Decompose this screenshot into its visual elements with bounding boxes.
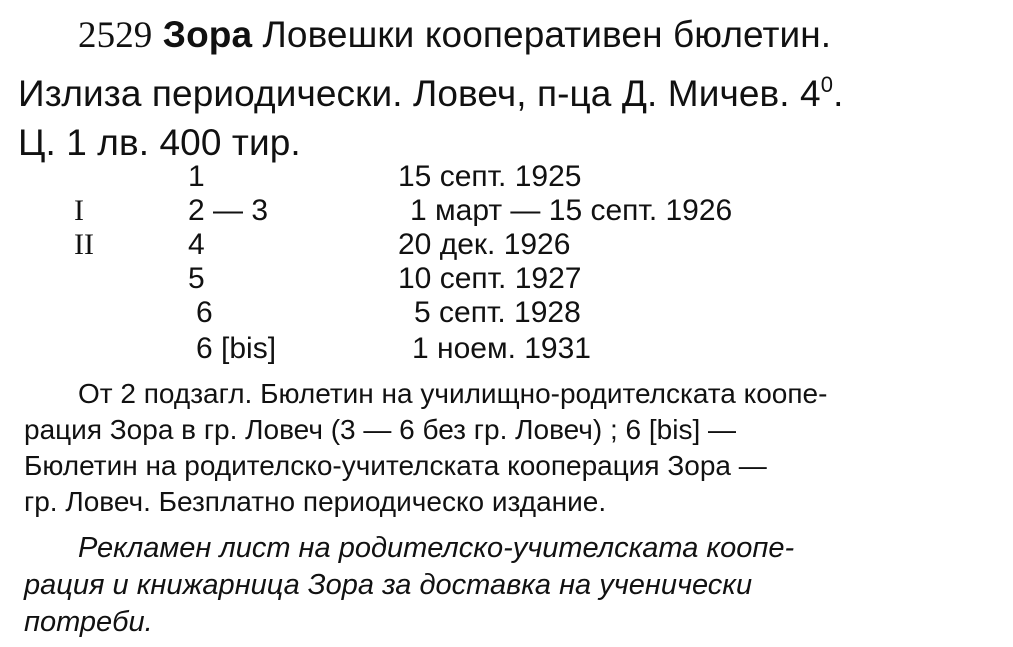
entry-title: Зора bbox=[162, 14, 253, 55]
issue-volume: II bbox=[74, 228, 94, 261]
issue-date: 5 септ. 1928 bbox=[414, 296, 581, 329]
issue-date: 20 дек. 1926 bbox=[398, 228, 571, 261]
issue-row bbox=[0, 296, 1013, 330]
description-line: потреби. bbox=[24, 606, 153, 638]
entry-header bbox=[18, 10, 998, 167]
issues-table bbox=[0, 160, 1013, 370]
format-superscript: 0 bbox=[820, 72, 834, 97]
description-paragraph bbox=[24, 530, 1004, 641]
issue-number: 5 bbox=[188, 262, 205, 295]
header-line-2 bbox=[18, 60, 998, 118]
description-line: Рекламен лист на родителско-учителската коопе- bbox=[78, 532, 795, 564]
issue-date: 1 ноем. 1931 bbox=[412, 332, 591, 365]
issue-number: 2 — 3 bbox=[188, 194, 269, 227]
publication-info-end: . bbox=[833, 73, 844, 114]
price-circulation: Ц. 1 лв. 400 тир. bbox=[18, 122, 301, 163]
issue-row bbox=[0, 262, 1013, 296]
issue-date: 10 септ. 1927 bbox=[398, 262, 582, 295]
issue-date: 1 март — 15 септ. 1926 bbox=[410, 194, 733, 227]
issue-number: 6 [bis] bbox=[196, 332, 277, 365]
note-line: От 2 подзагл. Бюлетин на училищно-родителската коопе- bbox=[78, 378, 828, 409]
note-line: рация Зора в гр. Ловеч (3 — 6 без гр. Ловеч) ; 6 [bis] — bbox=[24, 414, 737, 445]
header-line-1 bbox=[18, 10, 998, 60]
issue-row bbox=[0, 228, 1013, 262]
issue-number: 1 bbox=[188, 160, 205, 193]
issue-number: 4 bbox=[188, 228, 205, 261]
note-line: Бюлетин на родителско-учителската кооперация Зора — bbox=[24, 450, 767, 481]
entry-subtitle: Ловешки кооперативен бюлетин. bbox=[252, 14, 832, 55]
issue-number: 6 bbox=[196, 296, 213, 329]
issue-row bbox=[0, 332, 1013, 366]
description-line: рация и книжарница Зора за доставка на ученически bbox=[24, 569, 753, 601]
publication-info: Излиза периодически. Ловеч, п-ца Д. Мичев. 4 bbox=[18, 73, 821, 114]
issue-volume: I bbox=[74, 194, 84, 227]
issue-date: 15 септ. 1925 bbox=[398, 160, 582, 193]
issue-row bbox=[0, 160, 1013, 194]
issue-row bbox=[0, 194, 1013, 228]
note-paragraph bbox=[24, 376, 974, 520]
note-line: гр. Ловеч. Безплатно периодическо издание. bbox=[24, 486, 607, 517]
entry-number: 2529 bbox=[78, 15, 153, 56]
